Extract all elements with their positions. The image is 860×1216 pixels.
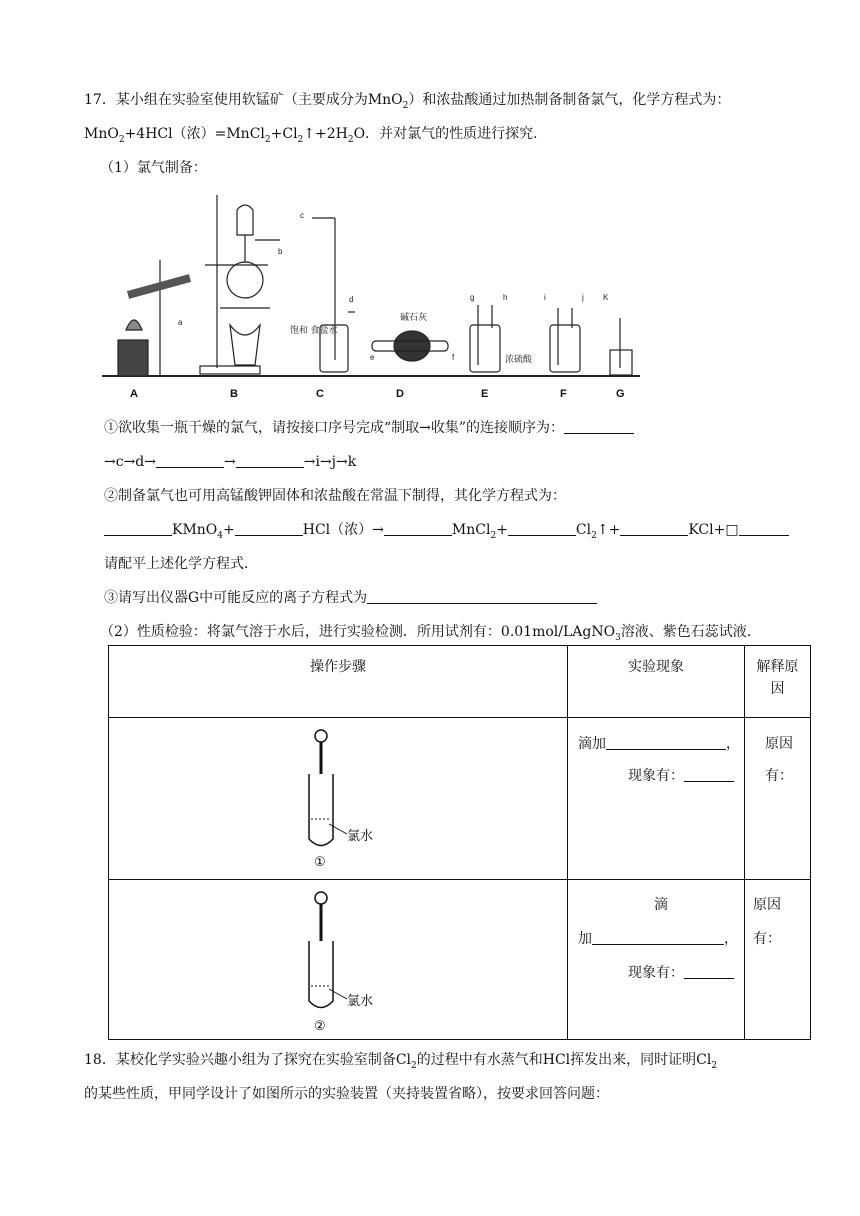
q17-equation: MnO$_2$+4HCl（浓）$=MnCl_2+Cl_2↑+2H_2O$．并对氯气的性质进行探究．: [84, 126, 548, 145]
test-tube-dropper-icon: [289, 724, 409, 874]
label-f: F: [560, 388, 567, 400]
row2-phenomenon: 滴 加 ， 现象有：: [568, 880, 745, 1040]
row2-number: ②: [314, 1019, 326, 1034]
answer-blank[interactable]: [684, 964, 734, 979]
row1-reason: 原因 有：: [745, 718, 811, 880]
question-number: 17．: [84, 92, 116, 108]
header-phenomenon: 实验现象: [568, 646, 745, 718]
answer-blank[interactable]: [564, 419, 634, 434]
bottle-e-label: 浓硫酸: [505, 354, 533, 364]
coefficient-blank[interactable]: [235, 521, 303, 536]
property-test-table: [108, 645, 811, 1040]
subq2-equation: KMnO$_4$+ HCl（浓）→ MnCl$_2$+ $Cl_2↑+$ KCl+□: [104, 520, 789, 546]
bottle-c-label: 饱和 食盐水: [290, 325, 338, 335]
answer-blank[interactable]: [367, 589, 597, 604]
answer-blank[interactable]: [156, 453, 224, 468]
apparatus-diagram: [100, 190, 645, 405]
q18-line2: 的某些性质，甲同学设计了如图所示的实验装置（夹持装置省略），按要求回答问题：: [84, 1086, 609, 1102]
label-c: C: [316, 388, 324, 400]
row1-number: ①: [314, 855, 326, 870]
coefficient-blank[interactable]: [384, 521, 452, 536]
header-reason: 解释原 因: [745, 646, 811, 718]
coefficient-blank[interactable]: [739, 521, 789, 536]
part2-text: （2）性质检验：将氯气溶于水后，进行实验检测．所用试剂有：0.01mol/LAgNO$_3$溶液、紫色石蕊试液．: [100, 624, 761, 643]
q18-line1: 18．某校化学实验兴趣小组为了探究在实验室制备$Cl_2$的过程中有水蒸气和HCl挥发出来，同时证明$Cl_2$: [84, 1052, 718, 1071]
answer-blank[interactable]: [592, 930, 724, 945]
port-h: h: [503, 293, 508, 302]
svg-text:氯水: 氯水: [347, 829, 374, 844]
coefficient-blank[interactable]: [620, 521, 688, 536]
row1-steps: [109, 718, 568, 880]
port-b: b: [278, 247, 283, 256]
label-b: B: [230, 388, 238, 400]
part1-title: （1）氯气制备：: [100, 160, 207, 176]
row2-reason: 原因 有：: [745, 880, 811, 1040]
subq2-balance: 请配平上述化学方程式．: [104, 556, 258, 572]
answer-blank[interactable]: [236, 453, 304, 468]
subq1-line1: ①欲收集一瓶干燥的氯气，请按接口序号完成“制取→收集”的连接顺序为：: [104, 418, 634, 438]
coefficient-blank[interactable]: [508, 521, 576, 536]
port-d: d: [349, 295, 354, 304]
row2-steps: [109, 880, 568, 1040]
subq2-prompt: ②制备氯气也可用高锰酸钾固体和浓盐酸在常温下制得，其化学方程式为：: [104, 488, 566, 504]
port-a: a: [178, 318, 183, 327]
test-tube-dropper-icon: [289, 886, 409, 1036]
coefficient-blank[interactable]: [104, 521, 172, 536]
port-k: K: [603, 293, 609, 302]
port-j: j: [582, 293, 584, 302]
header-steps: 操作步骤: [109, 646, 568, 718]
port-g: g: [470, 293, 475, 302]
q17-intro-line: 17．某小组在实验室使用软锰矿（主要成分为MnO$_2$）和浓盐酸通过加热制备制备氯气，化学方程式为：: [84, 92, 731, 111]
port-e: e: [370, 353, 375, 362]
svg-text:氯水: 氯水: [347, 994, 374, 1009]
port-c: c: [300, 211, 304, 220]
tube-d-label: 碱石灰: [400, 312, 428, 322]
label-g: G: [616, 388, 625, 400]
port-i: i: [544, 293, 546, 302]
label-a: A: [130, 388, 138, 400]
subq3-line: ③请写出仪器G中可能反应的离子方程式为: [104, 588, 597, 608]
port-f: f: [452, 353, 455, 362]
label-d: D: [396, 388, 404, 400]
answer-blank[interactable]: [606, 735, 726, 750]
row1-phenomenon: 滴加 ， 现象有：: [568, 718, 745, 880]
answer-blank[interactable]: [684, 767, 734, 782]
subq1-line2: →c→d→ → →i→j→k: [104, 454, 357, 470]
label-e: E: [481, 388, 489, 400]
